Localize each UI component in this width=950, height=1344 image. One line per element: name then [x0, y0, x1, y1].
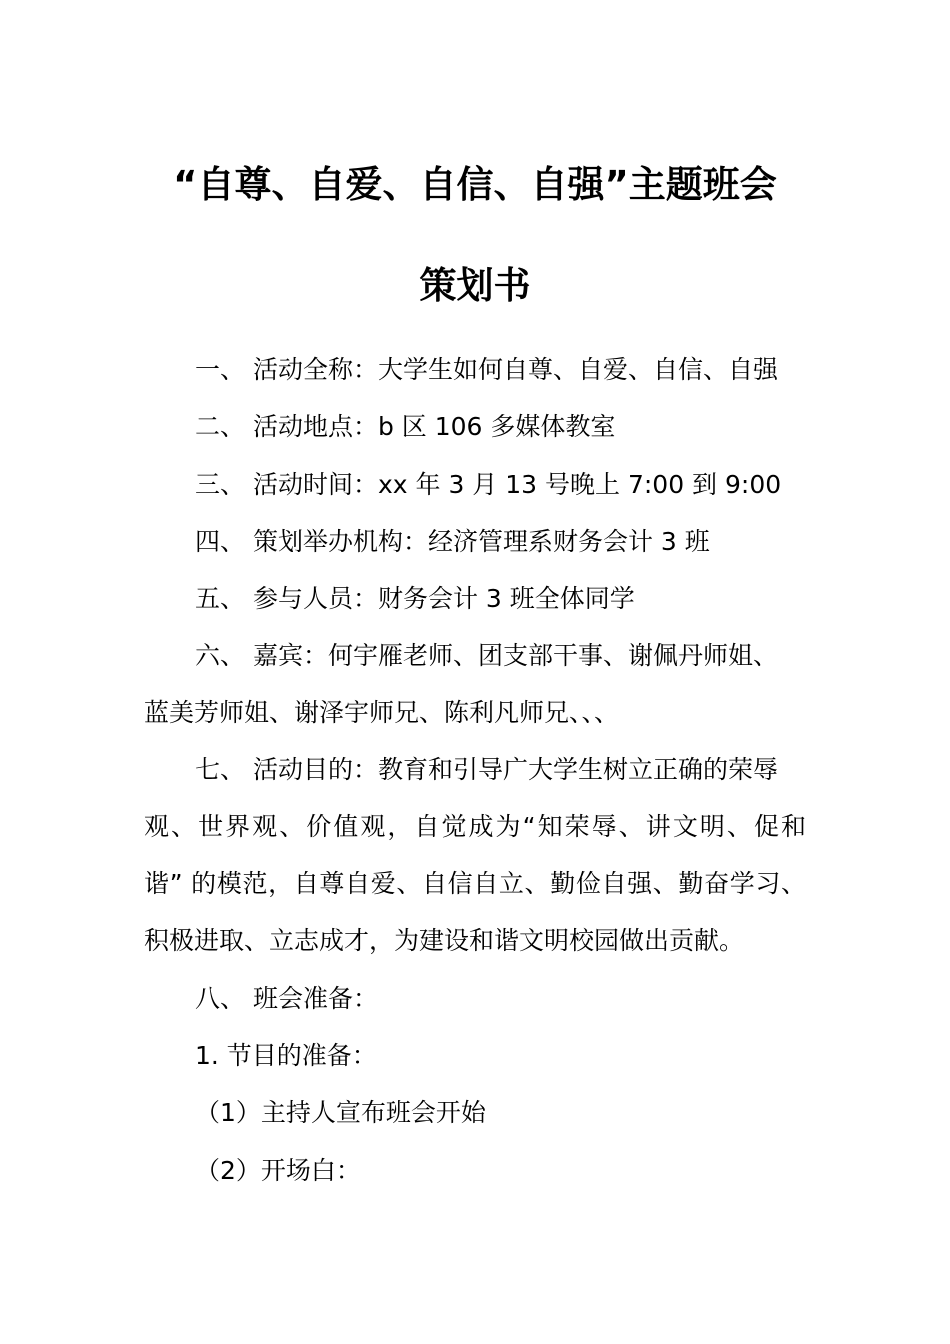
- list-item-text: 嘉宾：何宇雁老师、团支部干事、谢佩丹师姐、: [252, 641, 778, 670]
- paragraph-line: 观、世界观、价值观，自觉成为“知荣辱、讲文明、促和: [144, 812, 806, 841]
- sub-item-1-2: （2）开场白：: [195, 1156, 361, 1185]
- list-item-5: [195, 583, 635, 615]
- document-title-line-2: 策划书: [419, 264, 531, 307]
- list-item-number: 六、: [195, 641, 246, 670]
- list-item-text: 活动时间：xx 年 3 月 13 号晚上 7:00 到 9:00: [252, 470, 782, 499]
- list-item-number: 七、: [195, 755, 246, 784]
- list-item-number: 一、: [195, 355, 246, 384]
- sub-item-1: 1. 节目的准备：: [195, 1041, 377, 1070]
- list-item-number: 三、: [195, 470, 246, 499]
- list-item-text: 班会准备：: [252, 984, 378, 1013]
- list-item-2: [195, 411, 615, 443]
- list-item-number: 八、: [195, 984, 246, 1013]
- sub-item-1-1: （1）主持人宣布班会开始: [195, 1098, 486, 1127]
- list-item-text: 活动地点：b 区 106 多媒体教室: [252, 412, 616, 441]
- list-item-3: [195, 469, 781, 501]
- list-item-text: 参与人员：财务会计 3 班全体同学: [252, 584, 635, 613]
- list-item-number: 五、: [195, 584, 246, 613]
- paragraph-line: 谐” 的模范，自尊自爱、自信自立、勤俭自强、勤奋学习、: [144, 869, 806, 898]
- list-item-text: 活动全称：大学生如何自尊、自爱、自信、自强: [252, 355, 778, 384]
- list-item-number: 四、: [195, 527, 246, 556]
- paragraph-line: 积极进取、立志成才，为建设和谐文明校园做出贡献。: [144, 926, 745, 955]
- document-title-line-1: “自尊、自爱、自信、自强”主题班会: [173, 163, 777, 206]
- list-item-6: [195, 640, 778, 672]
- list-item-text: 策划举办机构：经济管理系财务会计 3 班: [252, 527, 710, 556]
- list-item-6-continuation: 蓝美芳师姐、谢泽宇师兄、陈利凡师兄、、、: [144, 698, 620, 727]
- list-item-8: [195, 983, 378, 1015]
- list-item-7: [195, 754, 778, 786]
- list-item-4: [195, 526, 710, 558]
- list-item-number: 二、: [195, 412, 246, 441]
- list-item-1: [195, 354, 778, 386]
- list-item-text: 活动目的：教育和引导广大学生树立正确的荣辱: [252, 755, 778, 784]
